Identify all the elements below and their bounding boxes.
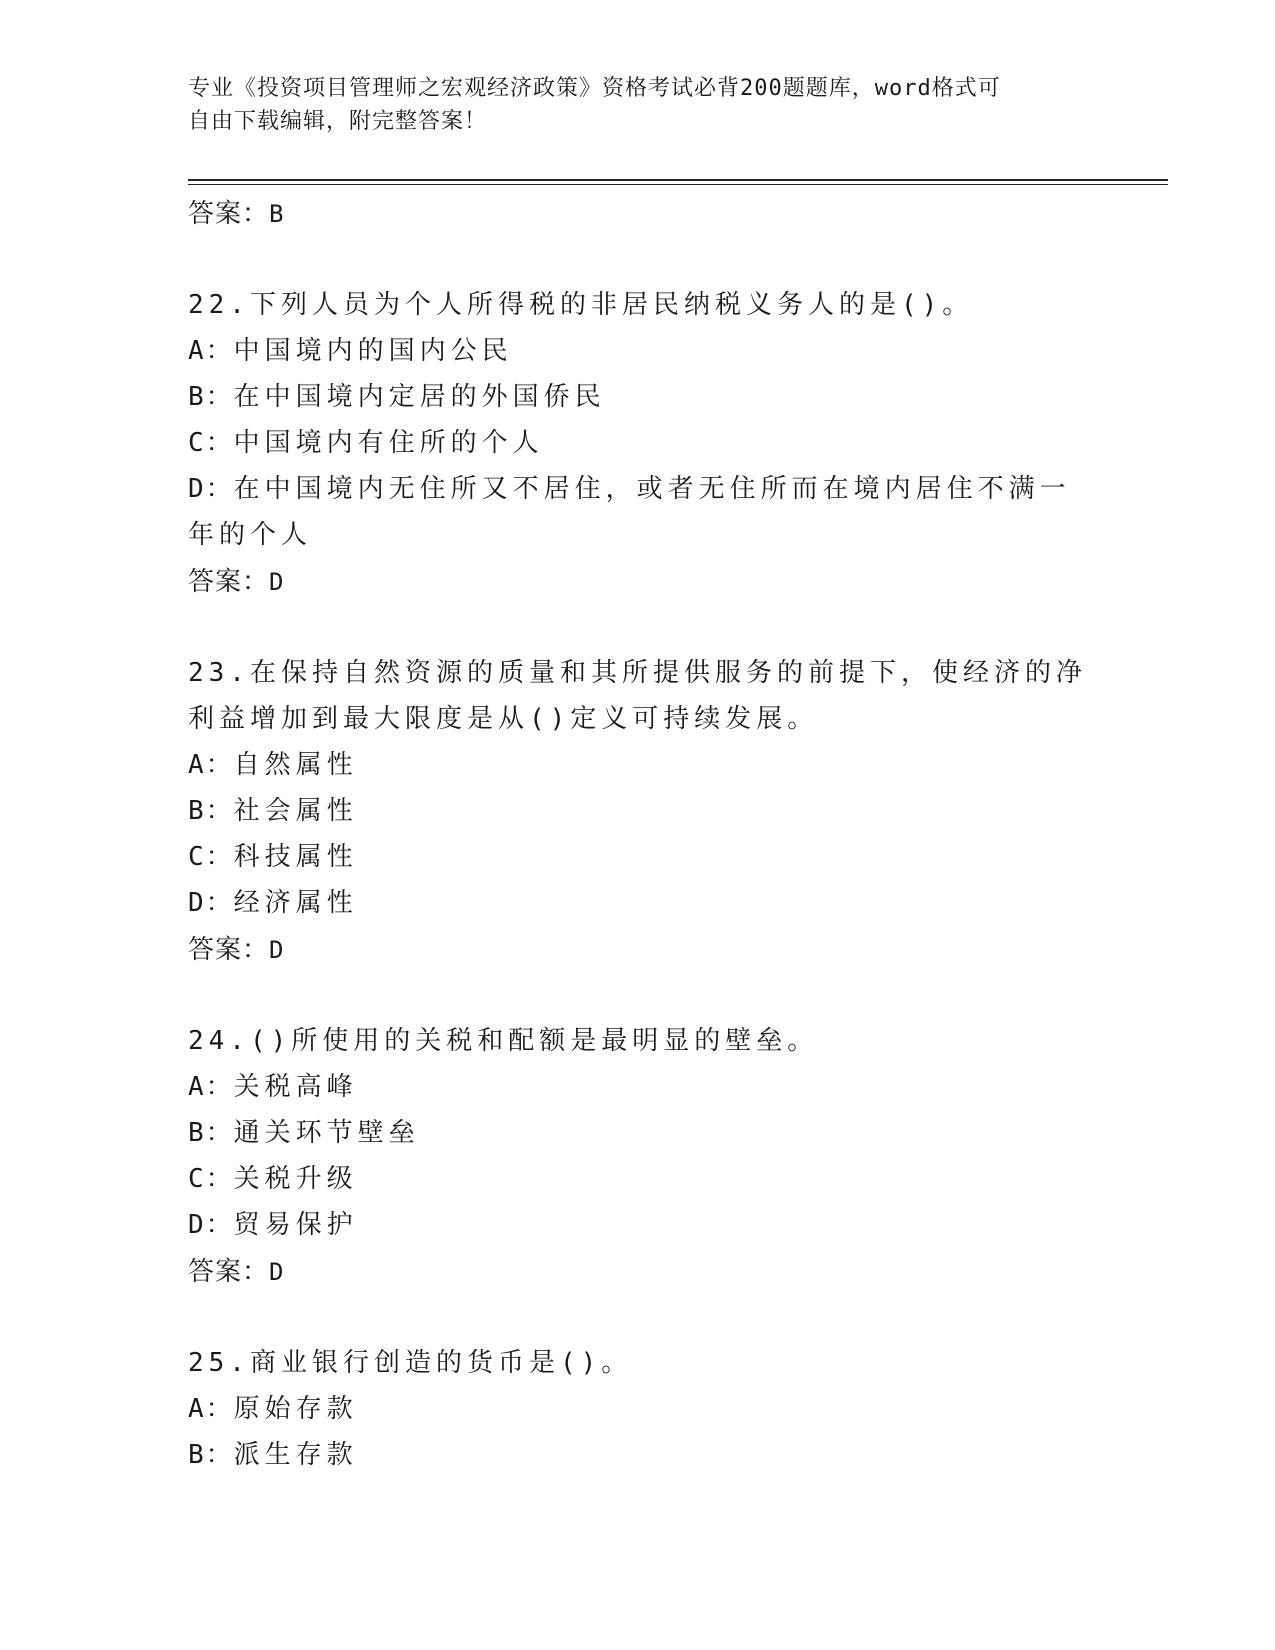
- question-24: [188, 1018, 1088, 1294]
- option-c: [188, 834, 1088, 880]
- option-letter: C：: [188, 428, 234, 458]
- question-stem: 23.在保持自然资源的质量和其所提供服务的前提下，使经济的净利益增加到最大限度是从()定义可持续发展。: [188, 658, 1087, 734]
- option-letter: A：: [188, 750, 234, 780]
- option-letter: B：: [188, 1118, 234, 1148]
- option-letter: A：: [188, 1072, 234, 1102]
- answer-value: D: [269, 936, 285, 964]
- answer-line: [188, 558, 1088, 604]
- option-c: [188, 1156, 1088, 1202]
- answer-line-q21: [188, 190, 1088, 236]
- document-header: [188, 72, 1088, 138]
- answer-label: 答案：: [188, 566, 270, 596]
- answer-value: B: [269, 200, 285, 228]
- option-text: 社会属性: [233, 796, 358, 826]
- answer-label: 答案：: [188, 934, 270, 964]
- option-text: 在中国境内定居的外国侨民: [233, 382, 606, 412]
- question-stem: 24.()所使用的关税和配额是最明显的壁垒。: [188, 1026, 819, 1056]
- option-a: [188, 1064, 1088, 1110]
- option-c: [188, 420, 1088, 466]
- option-letter: B：: [188, 796, 234, 826]
- question-stem: 25.商业银行创造的货币是()。: [188, 1348, 633, 1378]
- option-a: [188, 328, 1088, 374]
- option-text: 派生存款: [233, 1440, 358, 1470]
- question-stem: 22.下列人员为个人所得税的非居民纳税义务人的是()。: [188, 290, 974, 320]
- option-text: 经济属性: [233, 888, 358, 918]
- answer-line: [188, 926, 1088, 972]
- option-text: 自然属性: [233, 750, 358, 780]
- option-letter: B：: [188, 1440, 234, 1470]
- option-letter: D：: [188, 888, 234, 918]
- option-text: 原始存款: [233, 1394, 358, 1424]
- option-text: 通关环节壁垒: [233, 1118, 420, 1148]
- option-letter: C：: [188, 842, 234, 872]
- option-text: 贸易保护: [233, 1210, 358, 1240]
- option-text: 中国境内的国内公民: [233, 336, 513, 366]
- option-text: 在中国境内无住所又不居住，或者无住所而在境内居住不满一年的个人: [188, 474, 1071, 550]
- option-b: [188, 788, 1088, 834]
- option-a: [188, 1386, 1088, 1432]
- option-letter: A：: [188, 1394, 234, 1424]
- option-letter: D：: [188, 474, 234, 504]
- answer-label: 答案：: [188, 198, 270, 228]
- option-letter: D：: [188, 1210, 234, 1240]
- answer-value: D: [269, 1258, 285, 1286]
- option-b: [188, 374, 1088, 420]
- option-letter: B：: [188, 382, 234, 412]
- question-22: [188, 282, 1088, 604]
- option-b: [188, 1110, 1088, 1156]
- option-d: [188, 880, 1088, 926]
- answer-value: D: [269, 568, 285, 596]
- header-line-2: 自由下载编辑，附完整答案！: [188, 109, 488, 134]
- option-a: [188, 742, 1088, 788]
- header-divider-thick: [188, 179, 1168, 181]
- question-23: [188, 650, 1088, 972]
- option-letter: A：: [188, 336, 234, 366]
- option-letter: C：: [188, 1164, 234, 1194]
- answer-line: [188, 1248, 1088, 1294]
- option-d: [188, 466, 1088, 558]
- question-25: [188, 1340, 1088, 1478]
- option-text: 中国境内有住所的个人: [233, 428, 544, 458]
- header-divider-thin: [188, 184, 1168, 185]
- question-list: [188, 190, 1088, 1478]
- option-text: 关税升级: [233, 1164, 358, 1194]
- answer-label: 答案：: [188, 1256, 270, 1286]
- option-text: 关税高峰: [233, 1072, 358, 1102]
- option-b: [188, 1432, 1088, 1478]
- option-d: [188, 1202, 1088, 1248]
- option-text: 科技属性: [233, 842, 358, 872]
- header-line-1: 专业《投资项目管理师之宏观经济政策》资格考试必背200题题库，word格式可: [188, 76, 1001, 101]
